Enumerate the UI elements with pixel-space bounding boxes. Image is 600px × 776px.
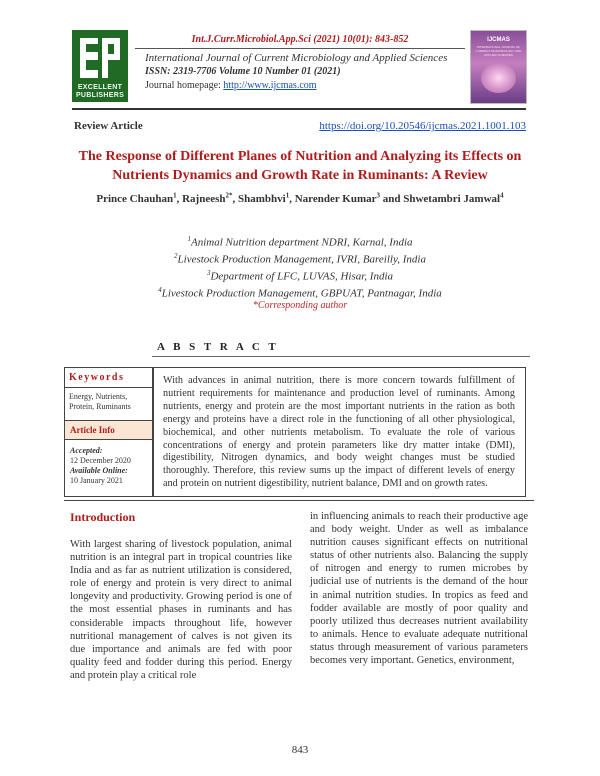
ep-logo-icon	[78, 34, 122, 82]
article-dates	[70, 446, 152, 486]
abstract-heading: A B S T R A C T	[157, 341, 279, 353]
author: Shwetambri Jamwal$^4$	[403, 191, 504, 205]
corresponding-author-note: *Corresponding author	[252, 300, 348, 311]
author-list	[60, 191, 540, 205]
homepage-label: Journal homepage:	[145, 80, 224, 91]
article-title: The Response of Different Planes of Nutrition and Analyzing its Effects on Nutrients Dynamics and Growth Rate in Ruminants: A Review	[78, 149, 522, 183]
body-column-left: With largest sharing of livestock population, animal nutrition is an integral part in tropical countries like India and as far as nutrient utilization is considered, role of energy and protein is very direct to animal longevity and productivity. Growing period is one of the most essential phases in ruminants and has considerable impacts throughout life, however nutritional management of calves is not given its due importance and animals are fed with poor quality feed and fodder during this period. Energy and protein play a critical role	[70, 539, 292, 681]
publisher-name: EXCELLENT PUBLISHERS	[75, 84, 125, 99]
article-info-title: Article Info	[70, 425, 115, 435]
keywords-list: Energy, Nutrients, Protein, Ruminants	[69, 392, 131, 411]
affiliation: $^4$Livestock Production Management, GBPUAT, Pantnagar, India	[158, 285, 442, 300]
cover-title: IJCMAS	[487, 37, 510, 43]
author: Narender Kumar$^3$ and	[294, 191, 404, 205]
affiliations	[80, 233, 520, 301]
introduction-heading: Introduction	[70, 510, 136, 524]
journal-name: International Journal of Current Microbiology and Applied Sciences	[145, 52, 448, 64]
publisher-logo	[72, 30, 128, 102]
body-column-right: in influencing animals to reach their productive age and body weight. Under as well as imbalance nutrition causes significant effects on nutritional status of other nutrients also. Balancing the supply of nitrogen and energy to rumen microbes by judicial use of nutrients is the demand of the hour in animal nutrition studies. In tropics as feed and fodder available are mostly of poor quality and poorly utilized thus decreases nutrient availability to animals. Hence to evaluate adequate nutritional status through measurement of various parameters becomes very important. Genetics, environment,	[310, 511, 528, 667]
keywords-divider	[65, 387, 153, 388]
abstract-text: With advances in animal nutrition, there is more concern towards fulfillment of nutrient requirements for maintenance and production level of ruminants. Among nutrients, energy and protein are the most important nutrients in the ration as both energy and proteins have a direct role in the functioning of all other physiological, biochemical, and other nutrients metabolism. To evaluate the role of various concentrations of energy and protein parameters like dry matter intake (DMI), digestibility, Nitrogen dynamics, and body weight changes must be studied thoroughly. Therefore, this review sums up the impact of different levels of energy and protein on nutrient digestibility, nutrient balance, DMI and on growth rates.	[163, 375, 515, 490]
homepage-link[interactable]: http://www.ijcmas.com	[223, 80, 317, 91]
online-label: Available Online:	[70, 466, 128, 475]
journal-homepage	[145, 80, 317, 91]
accepted-label: Accepted:	[70, 446, 103, 455]
article-info-banner	[65, 420, 153, 440]
header-rule	[72, 108, 526, 110]
author: Prince Chauhan$^1$,	[96, 191, 183, 205]
online-date: 10 January 2021	[70, 476, 123, 485]
author: Shambhvi$^1$,	[238, 191, 295, 205]
journal-cover-image	[470, 30, 527, 104]
accepted-date: 12 December 2020	[70, 456, 131, 465]
abstract-rule	[152, 356, 530, 357]
affiliation: $^3$Department of LFC, LUVAS, Hisar, India	[206, 268, 394, 283]
header-divider	[135, 48, 465, 49]
body-rule	[64, 500, 534, 501]
abstract-box	[152, 367, 526, 497]
keywords-title: Keywords	[69, 372, 125, 383]
affiliation: $^1$Animal Nutrition department NDRI, Karnal, India	[187, 235, 413, 249]
page-number: 843	[291, 744, 309, 756]
doi-link[interactable]: https://doi.org/10.20546/ijcmas.2021.1001.103	[319, 120, 526, 132]
article-sidebar	[64, 367, 154, 497]
running-header: Int.J.Curr.Microbiol.App.Sci (2021) 10(01): 843-852	[191, 34, 409, 45]
article-type: Review Article	[74, 120, 143, 132]
cover-subtitle: INTERNATIONAL JOURNAL OF CURRENT MICROBIOLOGY AND APPLIED SCIENCES	[475, 45, 522, 57]
affiliation: $^2$Livestock Production Management, IVRI, Bareilly, India	[174, 251, 426, 266]
issn-line: ISSN: 2319-7706 Volume 10 Number 01 (2021)	[145, 66, 341, 77]
cover-graphic	[481, 63, 516, 93]
author: Rajneesh$^{2*}$,	[182, 191, 238, 205]
